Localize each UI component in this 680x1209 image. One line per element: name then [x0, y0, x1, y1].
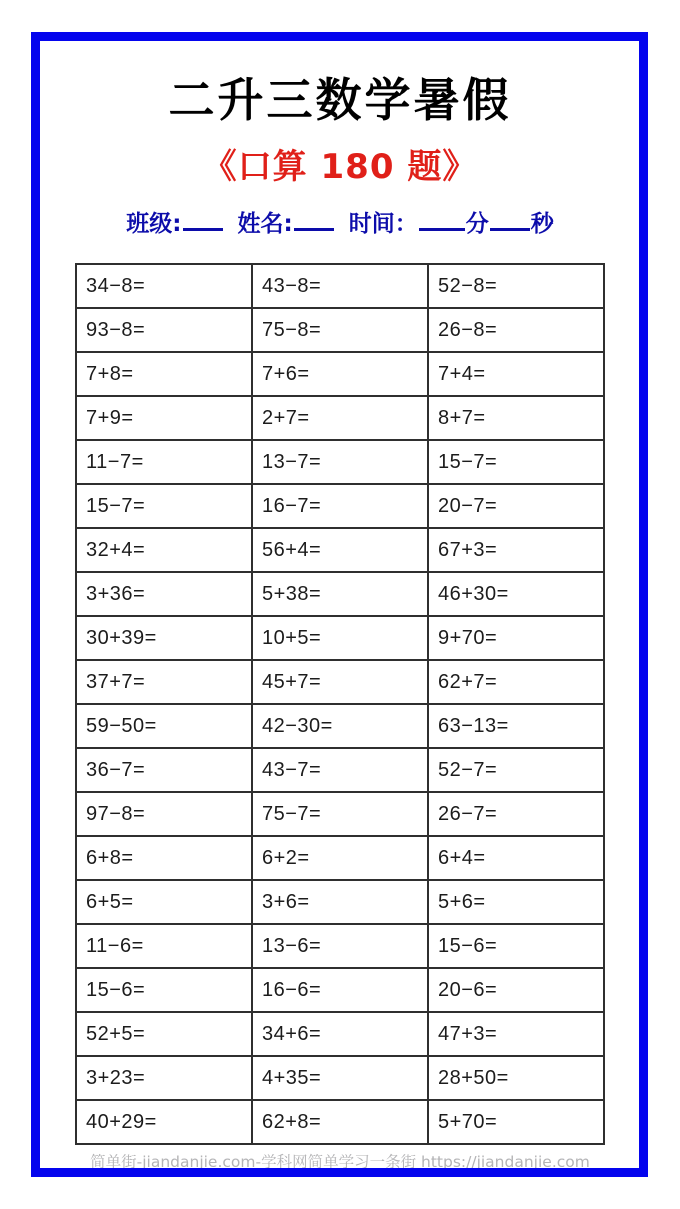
problem-row: [76, 836, 604, 880]
problem-row: [76, 924, 604, 968]
problem-cell: 36−7=: [76, 748, 252, 792]
problem-cell: 5+6=: [428, 880, 604, 924]
page-subtitle: 《口算 180 题》: [202, 147, 478, 187]
problem-cell: 47+3=: [428, 1012, 604, 1056]
problem-cell: 67+3=: [428, 528, 604, 572]
problem-cell: 42−30=: [252, 704, 428, 748]
problem-cell: 52+5=: [76, 1012, 252, 1056]
problem-cell: 13−6=: [252, 924, 428, 968]
name-label: 姓名:: [237, 211, 293, 237]
problem-row: [76, 616, 604, 660]
page-title: 二升三数学暑假: [168, 73, 512, 127]
problem-row: [76, 396, 604, 440]
problem-cell: 7+6=: [252, 352, 428, 396]
time-group: [349, 211, 554, 237]
minutes-blank: [419, 209, 465, 231]
problem-cell: 6+5=: [76, 880, 252, 924]
second-unit-label: 秒: [530, 211, 554, 237]
problem-cell: 52−8=: [428, 264, 604, 308]
problem-row: [76, 440, 604, 484]
problem-cell: 2+7=: [252, 396, 428, 440]
problem-cell: 75−7=: [252, 792, 428, 836]
problem-cell: 3+6=: [252, 880, 428, 924]
problem-row: [76, 352, 604, 396]
problem-cell: 28+50=: [428, 1056, 604, 1100]
problem-cell: 8+7=: [428, 396, 604, 440]
problem-cell: 56+4=: [252, 528, 428, 572]
name-group: [238, 211, 335, 237]
problem-cell: 11−7=: [76, 440, 252, 484]
problem-cell: 52−7=: [428, 748, 604, 792]
problem-row: [76, 308, 604, 352]
problem-cell: 97−8=: [76, 792, 252, 836]
problem-cell: 63−13=: [428, 704, 604, 748]
problem-cell: 20−7=: [428, 484, 604, 528]
problem-cell: 59−50=: [76, 704, 252, 748]
problem-cell: 16−6=: [252, 968, 428, 1012]
problem-cell: 6+4=: [428, 836, 604, 880]
student-info-line: [0, 205, 680, 238]
problem-cell: 46+30=: [428, 572, 604, 616]
problem-row: [76, 484, 604, 528]
problem-cell: 37+7=: [76, 660, 252, 704]
problems-table-body: [76, 264, 604, 1144]
problem-cell: 16−7=: [252, 484, 428, 528]
problem-row: [76, 572, 604, 616]
problem-cell: 15−7=: [428, 440, 604, 484]
class-blank: [183, 209, 223, 231]
problem-cell: 26−7=: [428, 792, 604, 836]
problem-cell: 26−8=: [428, 308, 604, 352]
problem-cell: 43−8=: [252, 264, 428, 308]
problem-cell: 7+4=: [428, 352, 604, 396]
problem-cell: 32+4=: [76, 528, 252, 572]
seconds-blank: [490, 209, 530, 231]
problem-cell: 9+70=: [428, 616, 604, 660]
class-group: [126, 211, 223, 237]
problem-row: [76, 704, 604, 748]
problem-cell: 3+36=: [76, 572, 252, 616]
problem-row: [76, 528, 604, 572]
problem-cell: 93−8=: [76, 308, 252, 352]
problem-cell: 62+8=: [252, 1100, 428, 1144]
minute-unit-label: 分: [465, 211, 489, 237]
problem-row: [76, 264, 604, 308]
problem-cell: 34+6=: [252, 1012, 428, 1056]
problem-cell: 4+35=: [252, 1056, 428, 1100]
problem-cell: 43−7=: [252, 748, 428, 792]
time-label: 时间：: [348, 211, 418, 237]
problem-cell: 6+8=: [76, 836, 252, 880]
problem-cell: 62+7=: [428, 660, 604, 704]
problem-cell: 40+29=: [76, 1100, 252, 1144]
problems-table: [75, 263, 605, 1145]
problem-row: [76, 880, 604, 924]
problem-cell: 5+70=: [428, 1100, 604, 1144]
problem-cell: 5+38=: [252, 572, 428, 616]
problem-cell: 11−6=: [76, 924, 252, 968]
problem-cell: 15−6=: [428, 924, 604, 968]
problem-row: [76, 1100, 604, 1144]
problem-row: [76, 968, 604, 1012]
class-label: 班级:: [126, 211, 182, 237]
problem-cell: 3+23=: [76, 1056, 252, 1100]
problem-row: [76, 1056, 604, 1100]
problem-cell: 13−7=: [252, 440, 428, 484]
problem-cell: 6+2=: [252, 836, 428, 880]
problem-cell: 20−6=: [428, 968, 604, 1012]
name-blank: [294, 209, 334, 231]
problem-cell: 10+5=: [252, 616, 428, 660]
problem-row: [76, 660, 604, 704]
problem-row: [76, 1012, 604, 1056]
problem-cell: 15−7=: [76, 484, 252, 528]
problem-cell: 7+8=: [76, 352, 252, 396]
problem-row: [76, 792, 604, 836]
footer-watermark: 简单街-jiandanjie.com-学科网简单学习一条街 https://jiandanjie.com: [90, 1153, 590, 1171]
problem-cell: 45+7=: [252, 660, 428, 704]
problem-cell: 30+39=: [76, 616, 252, 660]
problem-cell: 15−6=: [76, 968, 252, 1012]
problem-cell: 7+9=: [76, 396, 252, 440]
problem-cell: 75−8=: [252, 308, 428, 352]
problem-row: [76, 748, 604, 792]
problem-cell: 34−8=: [76, 264, 252, 308]
